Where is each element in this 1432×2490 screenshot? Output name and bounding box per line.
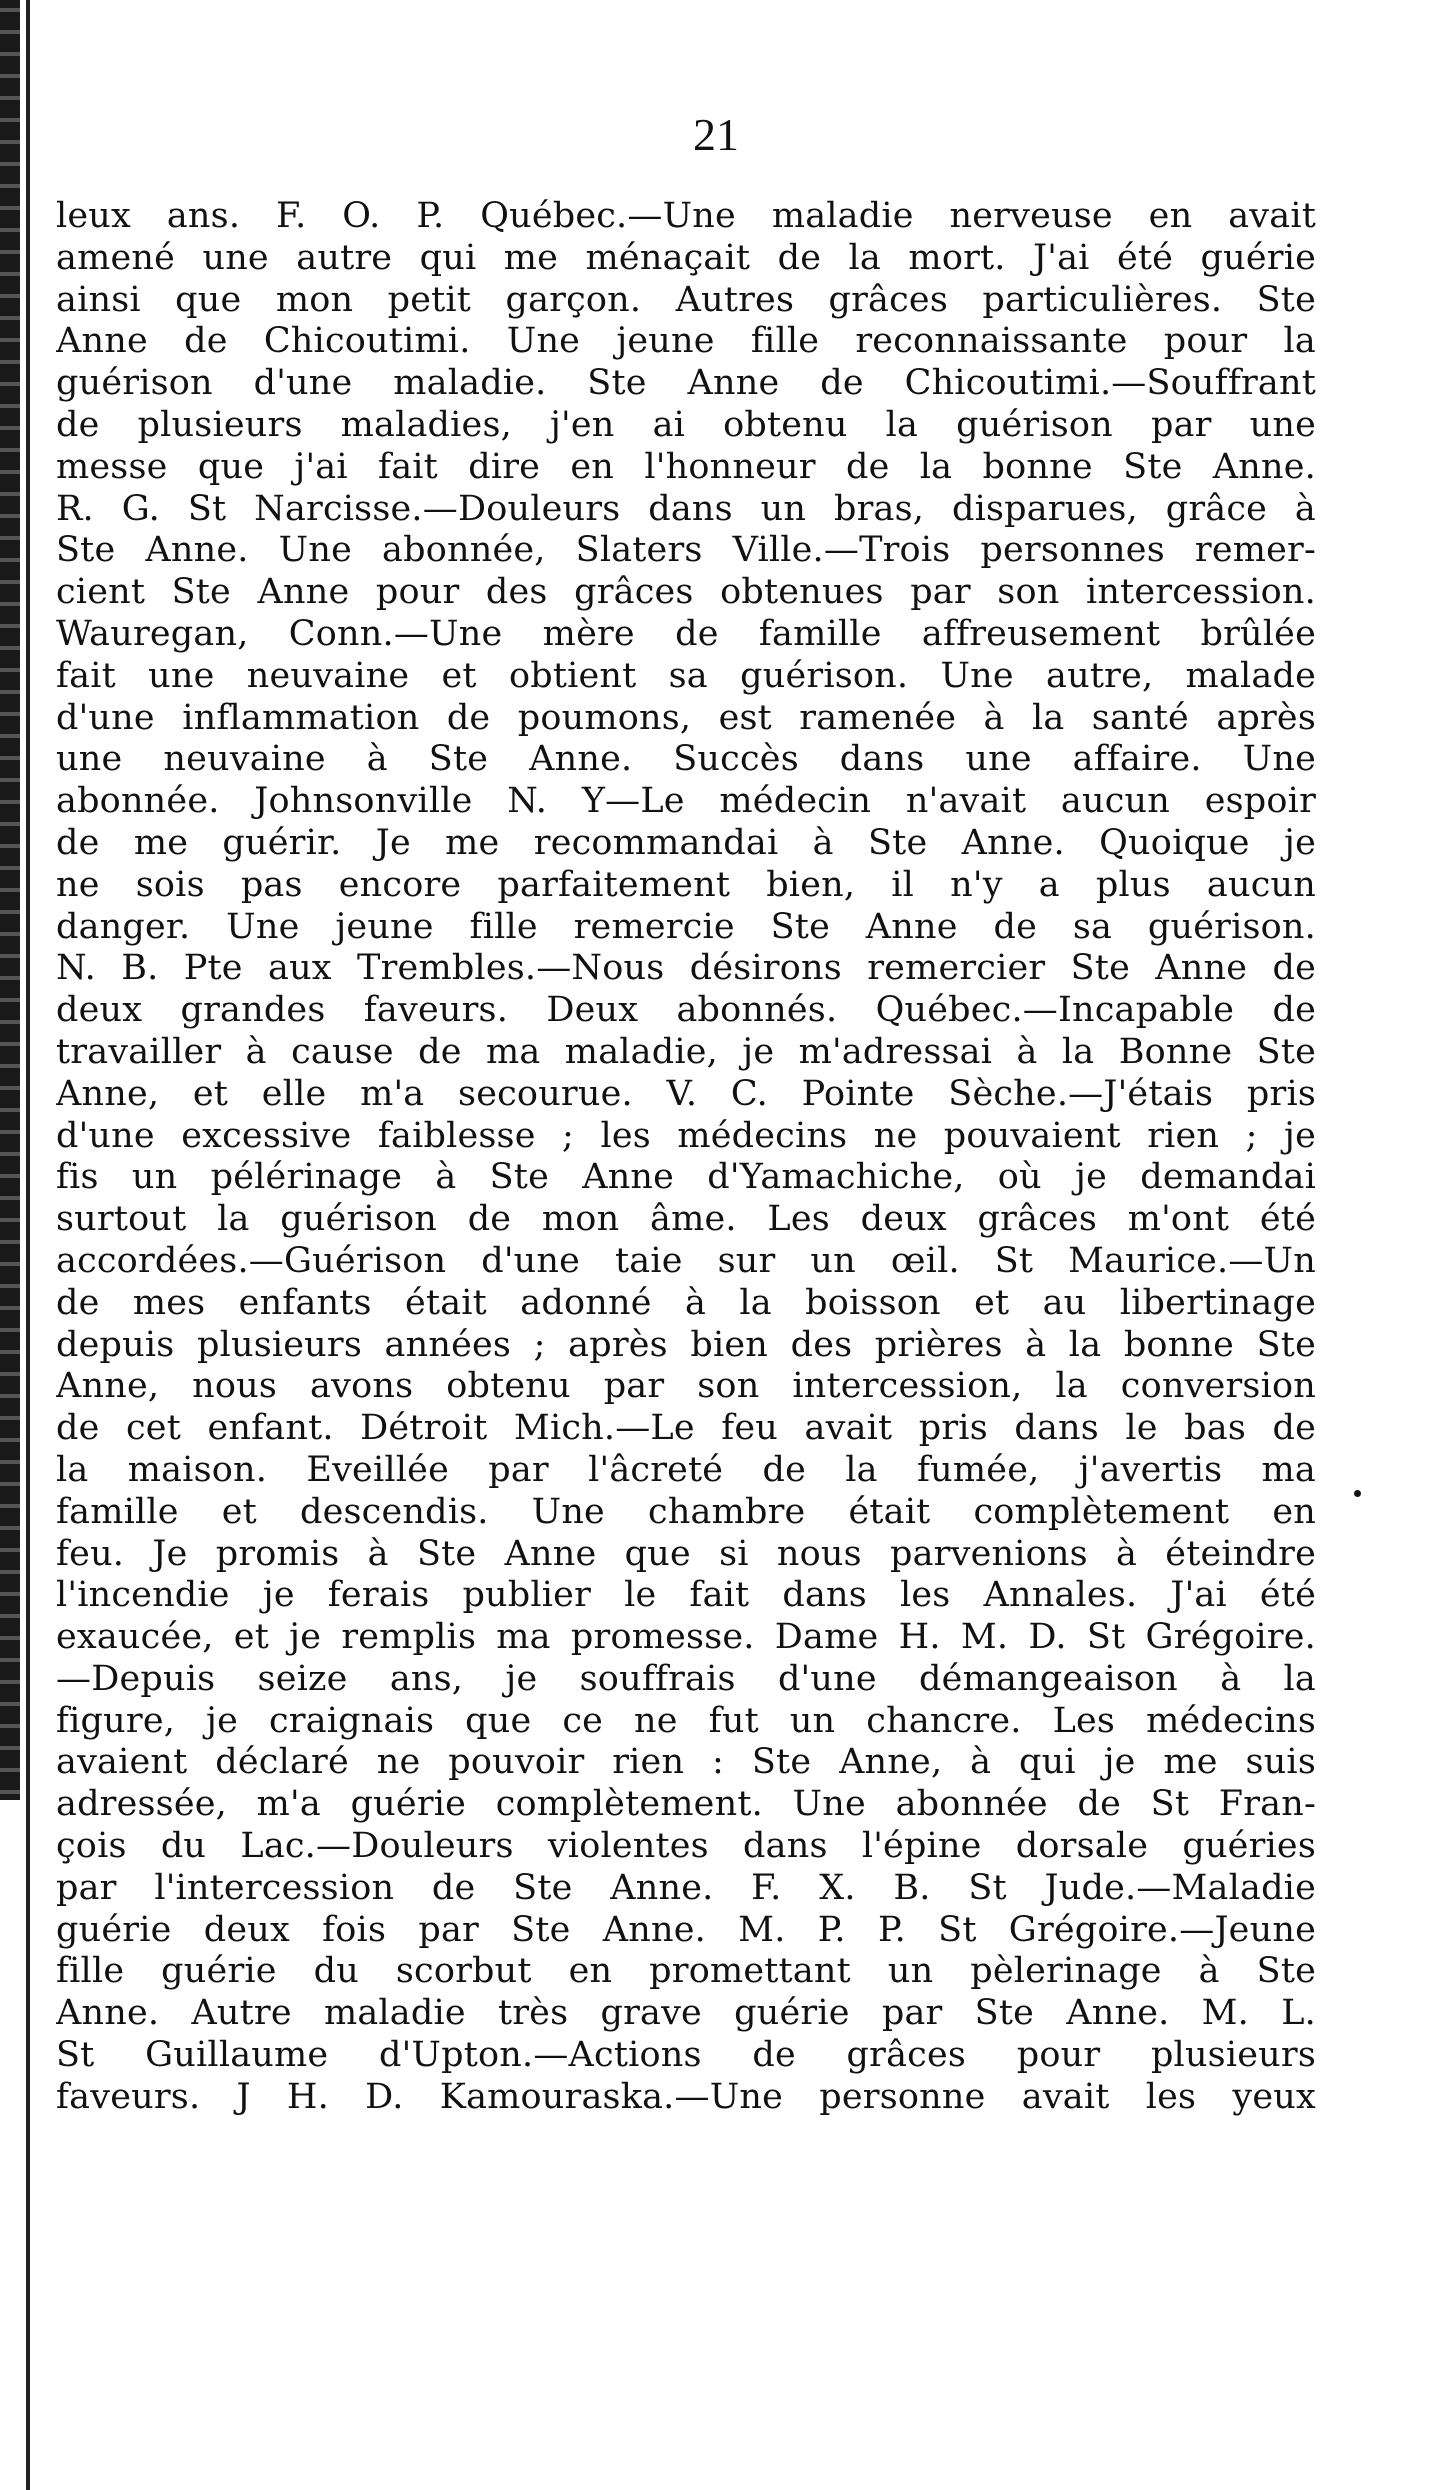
text-line: ne sois pas encore parfaitement bien, il n'y a plus aucun: [56, 864, 1316, 905]
text-line: fille guérie du scorbut en promettant un pèlerinage à Ste: [56, 1951, 1316, 1992]
text-line: messe que j'ai fait dire en l'honneur de la bonne Ste Anne.: [56, 446, 1316, 487]
text-line: travailler à cause de ma maladie, je m'adressai à la Bonne Ste: [56, 1031, 1316, 1072]
text-line: d'une inflammation de poumons, est ramenée à la santé après: [56, 697, 1316, 738]
text-line: de cet enfant. Détroit Mich.—Le feu avait pris dans le bas de: [56, 1408, 1316, 1449]
text-line: ainsi que mon petit garçon. Autres grâces particulières. Ste: [56, 279, 1316, 320]
text-line: N. B. Pte aux Trembles.—Nous désirons remercier Ste Anne de: [56, 948, 1316, 989]
text-line: leux ans. F. O. P. Québec.—Une maladie nerveuse en avait: [56, 196, 1316, 236]
text-line: guérie deux fois par Ste Anne. M. P. P. St Grégoire.—Jeune: [56, 1909, 1316, 1950]
text-line: de mes enfants était adonné à la boisson et au libertinage: [56, 1282, 1316, 1323]
ink-speck: [1354, 1490, 1361, 1497]
text-line: l'incendie je ferais publier le fait dans les Annales. J'ai été: [56, 1575, 1316, 1616]
text-line: Ste Anne. Une abonnée, Slaters Ville.—Trois personnes remer-: [56, 530, 1316, 571]
text-line: cient Ste Anne pour des grâces obtenues par son intercession.: [56, 572, 1316, 613]
text-line: abonnée. Johnsonville N. Y—Le médecin n'avait aucun espoir: [56, 781, 1316, 822]
text-line: St Guillaume d'Upton.—Actions de grâces pour plusieurs: [56, 2035, 1316, 2076]
text-line: accordées.—Guérison d'une taie sur un œil. St Maurice.—Un: [56, 1240, 1316, 1281]
text-line: avaient déclaré ne pouvoir rien : Ste Anne, à qui je me suis: [56, 1742, 1316, 1783]
text-line: Anne de Chicoutimi. Une jeune fille reconnaissante pour la: [56, 321, 1316, 362]
text-line: çois du Lac.—Douleurs violentes dans l'épine dorsale guéries: [56, 1826, 1316, 1867]
text-line: depuis plusieurs années ; après bien des prières à la bonne Ste: [56, 1324, 1316, 1365]
text-line: famille et descendis. Une chambre était complètement en: [56, 1491, 1316, 1532]
text-line: R. G. St Narcisse.—Douleurs dans un bras, disparues, grâce à: [56, 488, 1316, 529]
body-text: [56, 196, 1316, 2119]
text-line: fait une neuvaine et obtient sa guérison. Une autre, malade: [56, 655, 1316, 696]
text-line: guérison d'une maladie. Ste Anne de Chicoutimi.—Souffrant: [56, 363, 1316, 404]
text-line: Anne, nous avons obtenu par son intercession, la conversion: [56, 1366, 1316, 1407]
page-edge-line: [26, 0, 30, 2490]
text-line: —Depuis seize ans, je souffrais d'une démangeaison à la: [56, 1658, 1316, 1699]
text-line: par l'intercession de Ste Anne. F. X. B. St Jude.—Maladie: [56, 1867, 1316, 1908]
text-line: adressée, m'a guérie complètement. Une abonnée de St Fran-: [56, 1784, 1316, 1825]
text-line: feu. Je promis à Ste Anne que si nous parvenions à éteindre: [56, 1533, 1316, 1574]
text-line: Anne, et elle m'a secourue. V. C. Pointe Sèche.—J'étais pris: [56, 1073, 1316, 1114]
text-line: deux grandes faveurs. Deux abonnés. Québec.—Incapable de: [56, 990, 1316, 1031]
text-line: Anne. Autre maladie très grave guérie par Ste Anne. M. L.: [56, 1993, 1316, 2034]
text-line: la maison. Eveillée par l'âcreté de la fumée, j'avertis ma: [56, 1449, 1316, 1490]
text-line: figure, je craignais que ce ne fut un chancre. Les médecins: [56, 1700, 1316, 1741]
page-edge-shadow: [0, 0, 20, 1800]
text-line: une neuvaine à Ste Anne. Succès dans une affaire. Une: [56, 739, 1316, 780]
text-line: surtout la guérison de mon âme. Les deux grâces m'ont été: [56, 1199, 1316, 1240]
text-line: danger. Une jeune fille remercie Ste Anne de sa guérison.: [56, 906, 1316, 947]
text-line: d'une excessive faiblesse ; les médecins ne pouvaient rien ; je: [56, 1115, 1316, 1156]
text-line: de me guérir. Je me recommandai à Ste Anne. Quoique je: [56, 822, 1316, 863]
page-number: 21: [693, 109, 739, 160]
text-line: faveurs. J H. D. Kamouraska.—Une personne avait les yeux: [56, 2076, 1316, 2117]
text-line: de plusieurs maladies, j'en ai obtenu la guérison par une: [56, 404, 1316, 445]
text-line: amené une autre qui me ménaçait de la mort. J'ai été guérie: [56, 237, 1316, 278]
text-line: Wauregan, Conn.—Une mère de famille affreusement brûlée: [56, 613, 1316, 654]
text-line: exaucée, et je remplis ma promesse. Dame H. M. D. St Grégoire.: [56, 1617, 1316, 1658]
text-line: fis un pélérinage à Ste Anne d'Yamachiche, où je demandai: [56, 1157, 1316, 1198]
